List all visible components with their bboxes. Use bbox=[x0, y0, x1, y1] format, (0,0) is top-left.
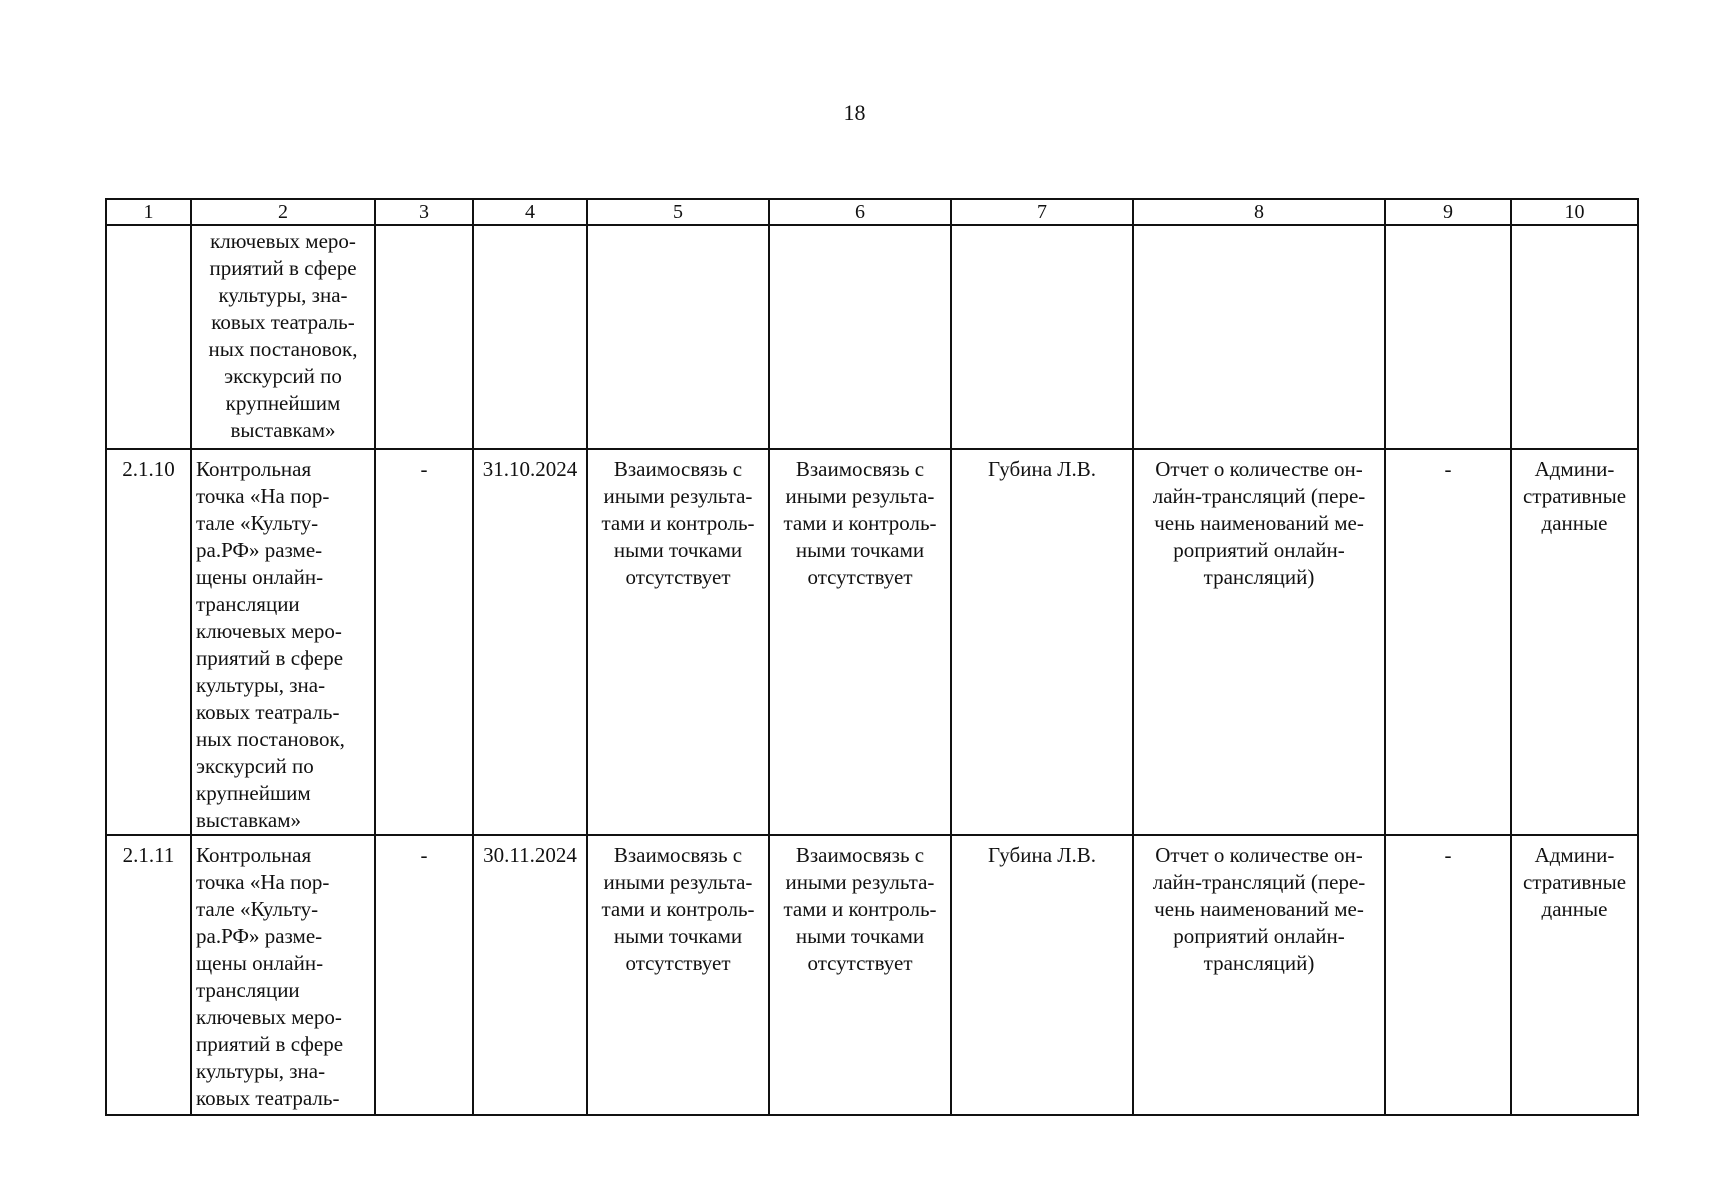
column-number: 2 bbox=[191, 199, 375, 225]
relation-cell: Взаимосвязь с иными результа- тами и контроль- ными точками отсутствует bbox=[587, 835, 769, 1115]
cell-col3 bbox=[375, 225, 473, 449]
column-number: 9 bbox=[1385, 199, 1511, 225]
cell-col9: - bbox=[1385, 835, 1511, 1115]
document-cell: Отчет о количестве он- лайн-трансляций (пере- чень наименований ме- роприятий онлайн- трансляций) bbox=[1133, 449, 1385, 835]
page-number: 18 bbox=[843, 100, 866, 125]
column-number: 7 bbox=[951, 199, 1133, 225]
column-number: 10 bbox=[1511, 199, 1638, 225]
item-number-cell: 2.1.11 bbox=[106, 835, 191, 1115]
column-number: 5 bbox=[587, 199, 769, 225]
data-source-cell bbox=[1511, 225, 1638, 449]
item-number-cell bbox=[106, 225, 191, 449]
item-title-cell: ключевых меро- приятий в сфере культуры, зна- ковых театраль- ных постановок, экскурсий по крупнейшим выставкам» bbox=[191, 225, 375, 449]
table-row bbox=[106, 449, 1638, 835]
plan-table bbox=[105, 198, 1639, 1116]
relation-cell: Взаимосвязь с иными результа- тами и контроль- ными точками отсутствует bbox=[769, 835, 951, 1115]
date-cell: 30.11.2024 bbox=[473, 835, 587, 1115]
data-source-cell: Админи- стративные данные bbox=[1511, 835, 1638, 1115]
item-title-cell: Контрольная точка «На пор- тале «Культу- ра.РФ» разме- щены онлайн- трансляции ключевых меро- приятий в сфере культуры, зна- ковых театраль- ных постановок, экскурсий по крупнейшим выставкам» bbox=[191, 449, 375, 835]
column-number: 4 bbox=[473, 199, 587, 225]
cell-col9 bbox=[1385, 225, 1511, 449]
relation-cell: Взаимосвязь с иными результа- тами и контроль- ными точками отсутствует bbox=[769, 449, 951, 835]
data-source-cell: Админи- стративные данные bbox=[1511, 449, 1638, 835]
item-number-cell: 2.1.10 bbox=[106, 449, 191, 835]
relation-cell bbox=[587, 225, 769, 449]
document-cell bbox=[1133, 225, 1385, 449]
table-row bbox=[106, 835, 1638, 1115]
relation-cell: Взаимосвязь с иными результа- тами и контроль- ными точками отсутствует bbox=[587, 449, 769, 835]
cell-col3: - bbox=[375, 835, 473, 1115]
table-row bbox=[106, 225, 1638, 449]
column-number: 1 bbox=[106, 199, 191, 225]
document-cell: Отчет о количестве он- лайн-трансляций (пере- чень наименований ме- роприятий онлайн- трансляций) bbox=[1133, 835, 1385, 1115]
column-number: 3 bbox=[375, 199, 473, 225]
responsible-cell: Губина Л.В. bbox=[951, 835, 1133, 1115]
date-cell bbox=[473, 225, 587, 449]
relation-cell bbox=[769, 225, 951, 449]
responsible-cell: Губина Л.В. bbox=[951, 449, 1133, 835]
responsible-cell bbox=[951, 225, 1133, 449]
cell-col9: - bbox=[1385, 449, 1511, 835]
column-number: 6 bbox=[769, 199, 951, 225]
column-numbers-row bbox=[106, 199, 1638, 225]
date-cell: 31.10.2024 bbox=[473, 449, 587, 835]
column-number: 8 bbox=[1133, 199, 1385, 225]
item-title-cell: Контрольная точка «На пор- тале «Культу- ра.РФ» разме- щены онлайн- трансляции ключевых меро- приятий в сфере культуры, зна- ковых театраль- bbox=[191, 835, 375, 1115]
cell-col3: - bbox=[375, 449, 473, 835]
